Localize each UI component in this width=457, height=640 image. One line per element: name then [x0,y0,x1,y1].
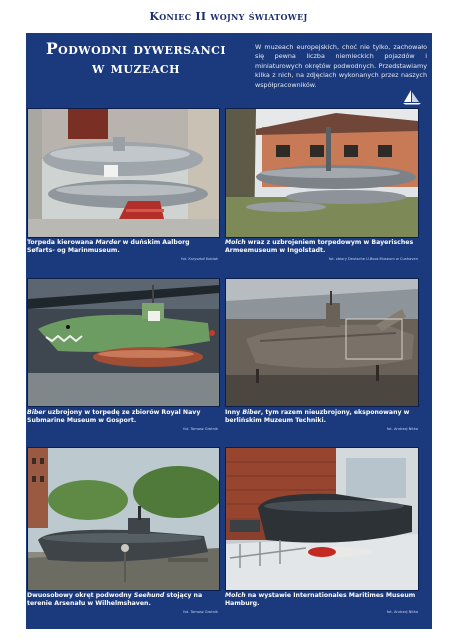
caption-biber-berlin: Inny Biber, tym razem nieuzbrojony, eksponowany w berlińskim Muzeum Techniki. [225,409,410,424]
caption-molch-ingolstadt: Molch wraz z uzbrojeniem torpedowym w Bayerisches Armeemuseum w Ingolstadt. [225,239,414,254]
credit-biber-gosport: fot. Tomasz Grotnik [183,427,218,431]
article-title-line1: Podwodni dywersanci [45,39,227,58]
credit-molch-ingolstadt: fot. zbiory Deutsche U-Boot-Museum w Cuxhaven [328,257,418,261]
photo-marder [27,108,220,238]
photo-biber-berlin [225,278,419,407]
caption-vessel-name: Biber [242,409,261,416]
caption-vessel-name: Marder [95,239,121,246]
caption-biber-gosport: Biber uzbrojony w torpedę ze zbiorów Royal Navy Submarine Museum w Gosport. [27,409,201,424]
caption-marder: Torpeda kierowana Marder w duńskim Aalborg Søfarts- og Marinmuseum. [27,239,190,254]
article-panel [26,33,432,629]
credit-marder: fot. Krzysztof Kubiak [181,257,218,261]
article-title [36,39,236,77]
photo-molch-ingolstadt [225,108,419,238]
credit-seehund: fot. Tomasz Grotnik [183,610,218,614]
sail-logo-icon [402,89,422,105]
caption-molch-hamburg: Molch na wystawie Internationales Maritimes Museum Hamburg. [225,592,416,607]
photo-biber-gosport [27,278,220,407]
caption-seehund: Dwuosobowy okręt podwodny Seehund stojący na terenie Arsenału w Wilhelmshaven. [27,592,203,607]
running-header [0,0,457,33]
article-title-line2: w muzeach [91,58,181,77]
caption-vessel-name: Molch [225,592,246,599]
caption-vessel-name: Molch [225,239,246,246]
photo-molch-hamburg [225,447,419,591]
section-title: Koniec II wojny światowej [149,10,308,23]
caption-vessel-name: Biber [27,409,46,416]
credit-molch-hamburg: fot. Andrzej Nitka [386,610,418,614]
article-lead: W muzeach europejskich, choć nie tylko, zachowało się pewna liczba niemieckich pojazdów i miniaturowych okrętów podwodnych. Przedstawiamy kilka z nich, na zdjęciach wykonanych przez naszych współpracowników. [255,43,427,89]
caption-vessel-name: Seehund [133,592,165,599]
credit-biber-berlin: fot. Andrzej Nitka [386,427,418,431]
photo-seehund [27,447,220,591]
